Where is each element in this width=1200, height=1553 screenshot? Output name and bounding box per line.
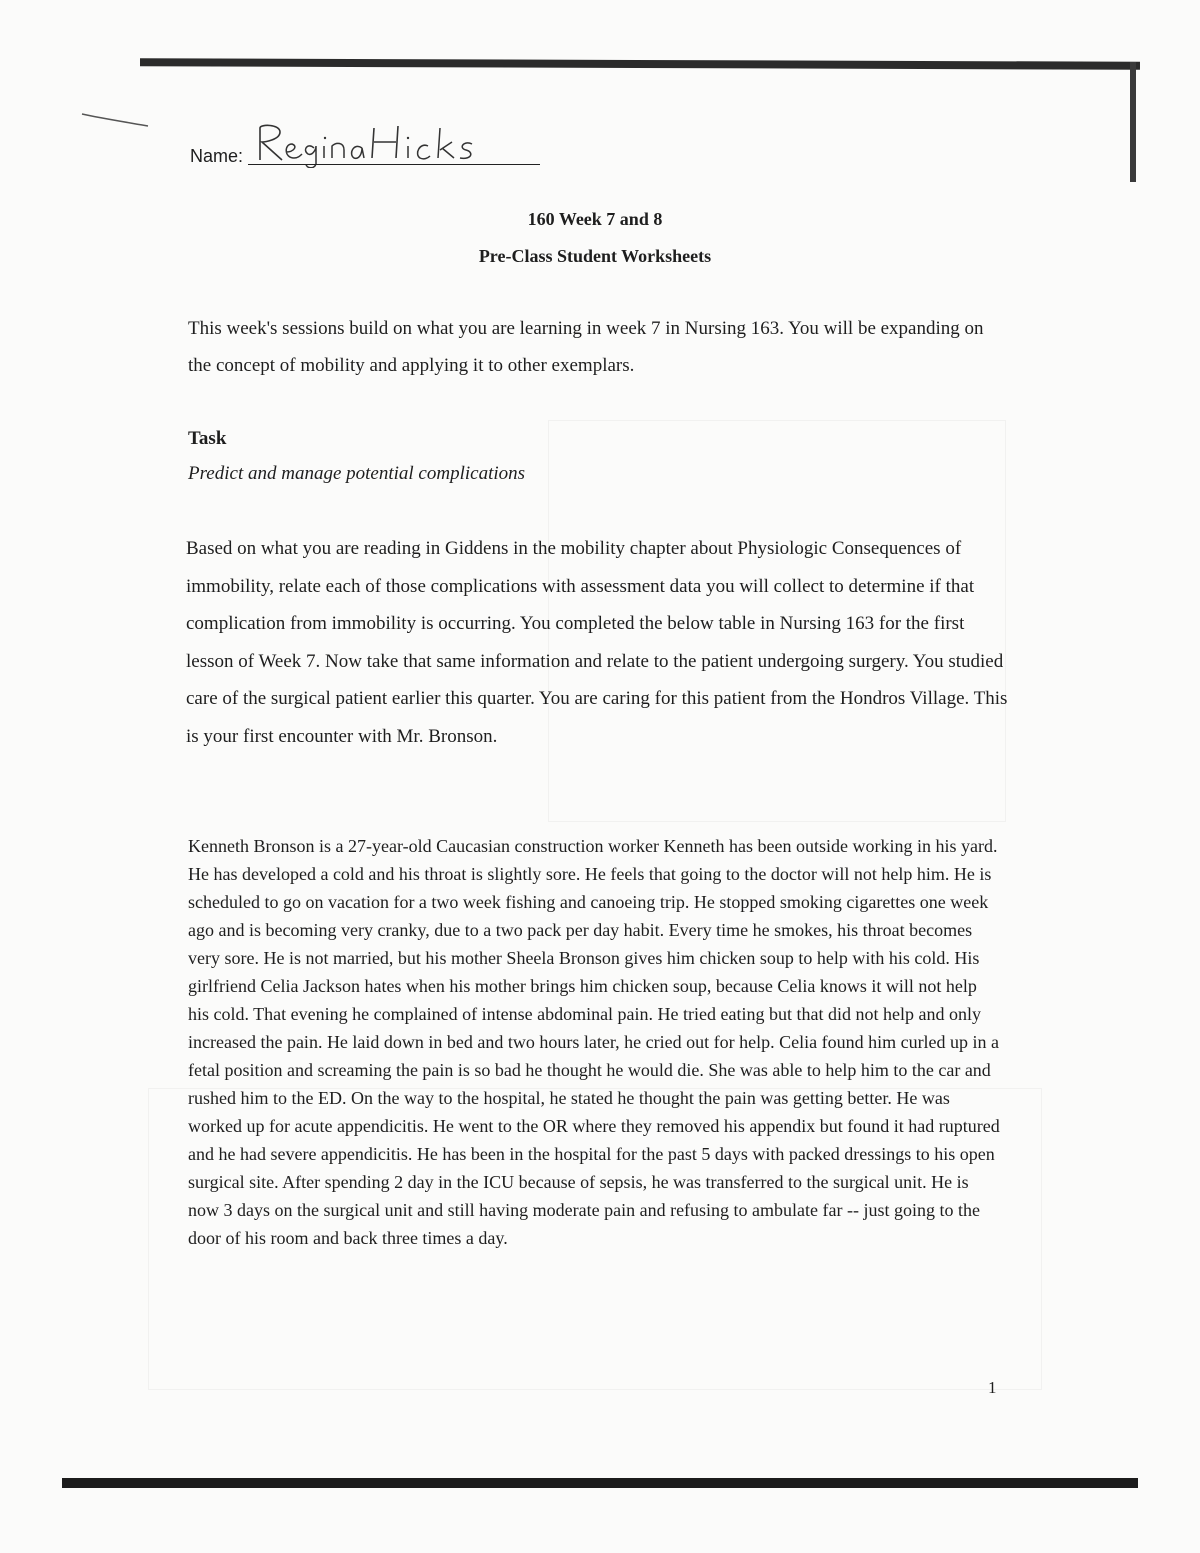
name-underline: [248, 164, 540, 165]
worksheet-title: 160 Week 7 and 8: [527, 209, 663, 229]
task-heading: Task: [188, 428, 227, 449]
task-subheading: Predict and manage potential complications: [188, 463, 526, 484]
instructions-paragraph: Based on what you are reading in Giddens in the mobility chapter about Physiologic Consequences of immobility, relate each of those complications with assessment data you will collect to determine if that complication from immobility is occurring. You completed the below table in Nursing 163 for the first lesson of Week 7. Now take that same information and relate to the patient undergoing surgery. You studied care of the surgical patient earlier this quarter. You are caring for this patient from the Hondros Village. This is your first encounter with Mr. Bronson.: [186, 538, 1008, 747]
case-study-paragraph: Kenneth Bronson is a 27-year-old Caucasian construction worker Kenneth has been outside working in his yard. He has developed a cold and his throat is slightly sore. He feels that going to the doctor will not help him. He is scheduled to go on vacation for a two week fishing and canoeing trip. He stopped smoking cigarettes one week ago and is becoming very cranky, due to a two pack per day habit. Every time he smokes, his throat becomes very sore. He is not married, but his mother Sheela Bronson gives him chicken soup to help with his cold. His girlfriend Celia Jackson hates when his mother brings him chicken soup, because Celia knows it will not help his cold. That evening he complained of intense abdominal pain. He tried eating but that did not help and only increased the pain. He laid down in bed and two hours later, he cried out for help. Celia found him curled up in a fetal position and screaming the pain is so bad he thought he would die. She was able to help him to the car and rushed him to the ED. On the way to the hospital, he stated he thought the pain was getting better. He was worked up for acute appendicitis. He went to the OR where they removed his appendix but found it had ruptured and he had severe appendicitis. He has been in the hospital for the past 5 days with packed dressings to his open surgical site. After spending 2 day in the ICU because of sepsis, he was transferred to the surgical unit. He is now 3 days on the surgical unit and still having moderate pain and refusing to ambulate far -- just going to the door of his room and back three times a day.: [188, 836, 1000, 1248]
scan-right-edge: [1130, 62, 1136, 182]
pen-mark: [80, 110, 150, 130]
handwritten-signature: [250, 120, 520, 168]
worksheet-subtitle: Pre-Class Student Worksheets: [478, 246, 712, 266]
page-number: 1: [988, 1378, 997, 1397]
name-label: Name:: [190, 146, 244, 166]
scan-top-edge: [140, 58, 1140, 69]
scan-bottom-edge: [62, 1478, 1138, 1488]
intro-paragraph: This week's sessions build on what you are learning in week 7 in Nursing 163. You will be expanding on the concept of mobility and applying it to other exemplars.: [188, 318, 984, 376]
name-row: [190, 120, 550, 170]
